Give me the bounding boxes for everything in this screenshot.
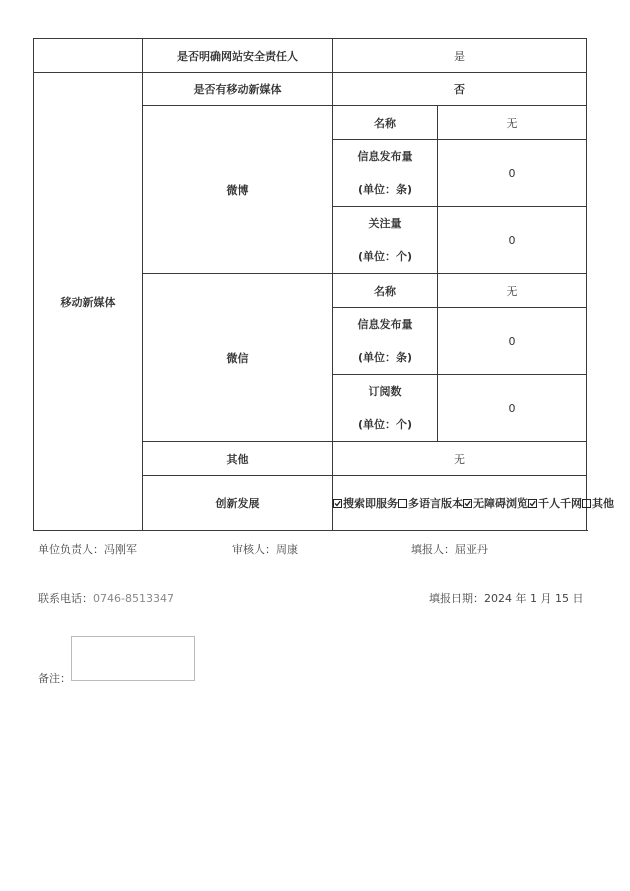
date-label: 填报日期： bbox=[429, 592, 484, 605]
option-label: 千人千网 bbox=[538, 497, 582, 510]
filler bbox=[411, 541, 488, 557]
reviewer-value: 周康 bbox=[276, 543, 298, 556]
filler-label: 填报人： bbox=[411, 543, 455, 556]
innovation-options bbox=[333, 476, 614, 531]
remark-label: 备注： bbox=[38, 672, 71, 685]
unit-head bbox=[38, 541, 137, 557]
option-search-as-service[interactable] bbox=[333, 495, 398, 511]
report-table bbox=[33, 38, 614, 531]
wechat-subs-label bbox=[333, 375, 438, 442]
fill-date bbox=[429, 590, 583, 606]
unit-head-value: 冯刚军 bbox=[104, 543, 137, 556]
weibo-name-label: 名称 bbox=[333, 106, 438, 140]
date-value: 2024 年 1 月 15 日 bbox=[484, 592, 584, 605]
option-label: 无障碍浏览 bbox=[473, 497, 528, 510]
weibo-posts-value: 0 bbox=[438, 140, 587, 207]
option-personalized[interactable] bbox=[528, 495, 582, 511]
filler-value: 屈亚丹 bbox=[455, 543, 488, 556]
option-label: 搜索即服务 bbox=[343, 497, 398, 510]
remark-input[interactable] bbox=[71, 636, 195, 681]
phone-label: 联系电话： bbox=[38, 592, 93, 605]
wechat-label: 微信 bbox=[143, 274, 333, 442]
mobile-label: 是否有移动新媒体 bbox=[143, 73, 333, 106]
weibo-posts-label-line1: 信息发布量 bbox=[357, 150, 413, 163]
option-accessibility[interactable] bbox=[463, 495, 528, 511]
other-label: 其他 bbox=[143, 442, 333, 476]
wechat-posts-label-line2: (单位：条) bbox=[357, 351, 413, 364]
checkbox-checked-icon[interactable] bbox=[463, 499, 472, 508]
mobile-value: 否 bbox=[333, 73, 587, 106]
blank-cell bbox=[34, 39, 143, 73]
reviewer-label: 审核人： bbox=[232, 543, 276, 556]
wechat-posts-label-line1: 信息发布量 bbox=[357, 318, 413, 331]
wechat-subs-label-line1: 订阅数 bbox=[368, 385, 402, 398]
weibo-posts-label bbox=[333, 140, 438, 207]
responsible-value: 是 bbox=[333, 39, 587, 73]
checkbox-checked-icon[interactable] bbox=[528, 499, 537, 508]
weibo-name-value: 无 bbox=[438, 106, 587, 140]
wechat-name-value: 无 bbox=[438, 274, 587, 308]
responsible-label: 是否明确网站安全责任人 bbox=[143, 39, 333, 73]
phone-value: 0746-8513347 bbox=[93, 592, 174, 605]
option-label: 多语言版本 bbox=[408, 497, 463, 510]
weibo-label: 微博 bbox=[143, 106, 333, 274]
unit-head-label: 单位负责人： bbox=[38, 543, 104, 556]
phone bbox=[38, 590, 174, 606]
option-label: 其他 bbox=[592, 497, 614, 510]
checkbox-unchecked-icon[interactable] bbox=[398, 499, 407, 508]
weibo-followers-label-line1: 关注量 bbox=[368, 217, 402, 230]
checkbox-checked-icon[interactable] bbox=[333, 499, 342, 508]
weibo-posts-label-line2: (单位：条) bbox=[357, 183, 413, 196]
wechat-posts-value: 0 bbox=[438, 308, 587, 375]
weibo-followers-value: 0 bbox=[438, 207, 587, 274]
other-value: 无 bbox=[333, 442, 587, 476]
mobile-media-section-label: 移动新媒体 bbox=[34, 73, 143, 531]
checkbox-unchecked-icon[interactable] bbox=[582, 499, 591, 508]
option-multilanguage[interactable] bbox=[398, 495, 463, 511]
wechat-posts-label bbox=[333, 308, 438, 375]
wechat-subs-value: 0 bbox=[438, 375, 587, 442]
option-other[interactable] bbox=[582, 495, 614, 511]
reviewer bbox=[232, 541, 298, 557]
innovation-label: 创新发展 bbox=[143, 476, 333, 531]
wechat-subs-label-line2: (单位：个) bbox=[357, 418, 413, 431]
weibo-followers-label-line2: (单位：个) bbox=[357, 250, 413, 263]
wechat-name-label: 名称 bbox=[333, 274, 438, 308]
weibo-followers-label bbox=[333, 207, 438, 274]
